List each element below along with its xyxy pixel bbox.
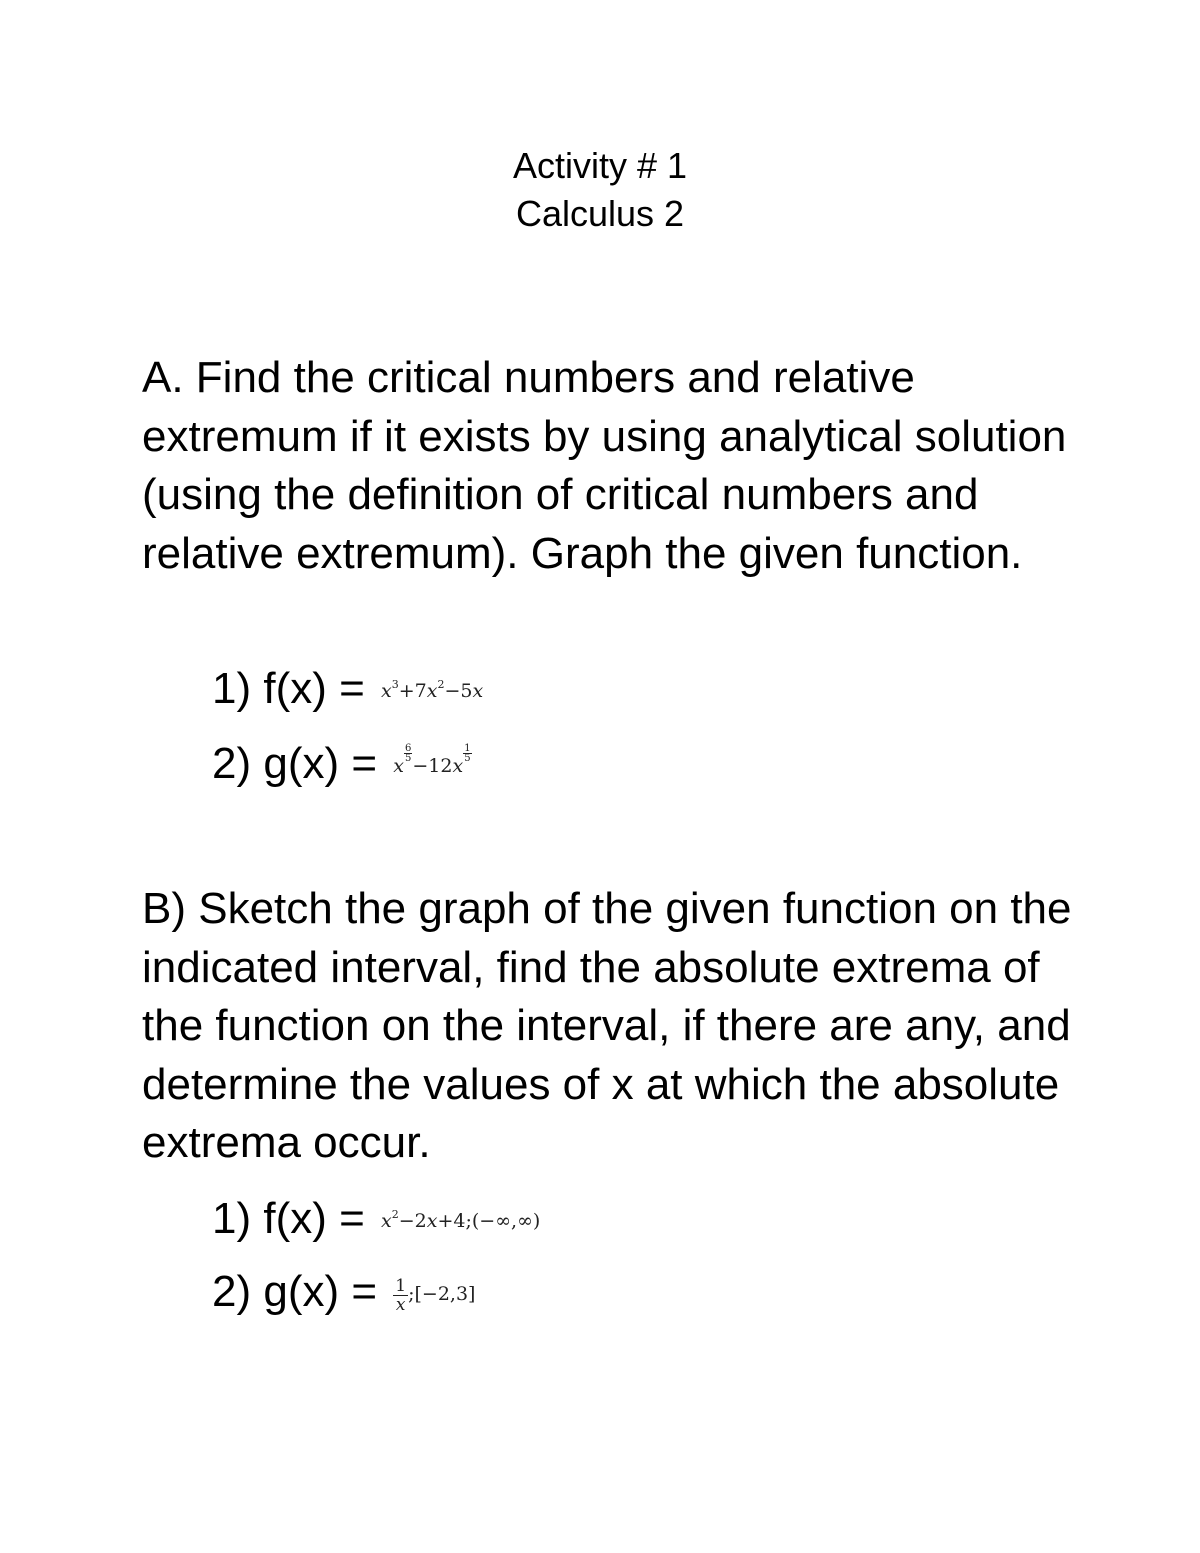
problem-label: 2) g(x) = <box>212 739 390 788</box>
document-subtitle: Calculus 2 <box>515 193 685 234</box>
section-a-instructions: A. Find the critical numbers and relative extremum if it exists by using analytical solution (using the definition of critical numbers and relative extremum). Graph the given function. <box>142 353 1067 578</box>
problem-label: 1) f(x) = <box>212 664 378 713</box>
section-b-instructions: B) Sketch the graph of the given function on the indicated interval, find the absolute extrema of the function on the interval, if there are any, and determine the values of x at which the absolute extrema occur. <box>142 884 1072 1167</box>
section-b-problem-1 <box>212 1193 540 1253</box>
problem-expression: $x^2-2x+4;(-\infty,\infty)$ <box>381 1208 541 1232</box>
document-title: Activity # 1 <box>512 145 688 186</box>
problem-expression: x $\frac{6}{5}$ −12x $\frac{1}{5}$ <box>393 743 471 777</box>
problem-label: 2) g(x) = <box>212 1267 390 1316</box>
document-header <box>0 142 1200 238</box>
section-a-problem-2 <box>212 738 472 798</box>
problem-expression: $x^3+7x^2-5x$ <box>381 678 484 702</box>
section-a-problem-1 <box>212 663 483 723</box>
problem-label: 1) f(x) = <box>212 1194 378 1243</box>
section-b-problem-2 <box>212 1266 475 1326</box>
problem-expression: $\frac{1}{x}$ ;[−2,3] <box>395 1275 476 1315</box>
